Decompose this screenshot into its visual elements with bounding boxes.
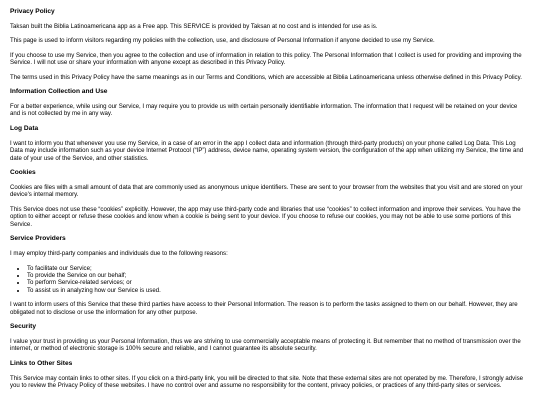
list-item: • To provide the Service on our behalf; [27, 272, 528, 279]
service-providers-paragraph: I want to inform users of this Service that these third parties have access to their Personal Information. The reason is to perform the tasks assigned to them on our behalf. However, they are obligated not to disclose or use the information for any other purpose. [10, 301, 518, 316]
service-providers-intro: I may employ third-party companies and individuals due to the following reasons: [10, 250, 228, 258]
collection-paragraph: For a better experience, while using our Service, I may require you to provide us with certain personally identifiable information. The information that I request will be retained on your device and is not collected by me in any way. [10, 103, 518, 118]
security-paragraph: I value your trust in providing us your Personal Information, thus we are striving to use commercially acceptable means of protecting it. But remember that no method of transmission over the internet, or method of electronic storage is 100% secure and reliable, and I cannot guarantee its absolute security. [10, 337, 521, 353]
list-item: • To perform Service-related services; or [27, 279, 528, 286]
list-item: • To assist us in analyzing how our Service is used. [27, 287, 528, 294]
log-data-heading: Log Data [10, 124, 39, 132]
links-heading: Links to Other Sites [10, 359, 73, 367]
purpose-paragraph: This page is used to inform visitors regarding my policies with the collection, use, and disclosure of Personal Information if anyone decided to use my Service. [10, 37, 435, 45]
log-data-paragraph: I want to inform you that whenever you use my Service, in a case of an error in the app I collect data and information (through third-party products) on your phone called Log Data. This Log Data may include information such as your device Internet Protocol (“IP”) address, device name, operating system version, the configuration of the app when utilizing my Service, the time and date of your use of the Service, and other statistics. [10, 139, 524, 162]
cookies-heading: Cookies [10, 169, 36, 177]
service-providers-heading: Service Providers [10, 235, 66, 243]
cookies-paragraph-1: Cookies are files with a small amount of data that are commonly used as anonymous unique identifiers. These are sent to your browser from the websites that you visit and are stored on your device's internal memory. [10, 184, 523, 199]
list-item: • To facilitate our Service; [27, 265, 528, 272]
links-paragraph: This Service may contain links to other sites. If you click on a third-party link, you will be directed to that site. Note that these external sites are not operated by me. Therefore, I strongly advise you to review the Privacy Policy of these websites. I have no control over and assume no responsibility for the content, privacy policies, or practices of any third-party sites or services. [10, 374, 524, 390]
collection-heading: Information Collection and Use [10, 88, 108, 96]
security-heading: Security [10, 322, 37, 330]
cookies-paragraph-2: This Service does not use these “cookies” explicitly. However, the app may use third-party code and libraries that use “cookies” to collect information and improve their services. You have the option to either accept or refuse these cookies and know when a cookie is being sent to your device. If you choose to refuse our cookies, you may not be able to use some portions of this Service. [10, 205, 521, 228]
page-title: Privacy Policy [10, 8, 55, 15]
terms-paragraph: The terms used in this Privacy Policy have the same meanings as in our Terms and Conditions, which are accessible at Biblia Latinoamericana unless otherwise defined in this Privacy Policy. [10, 73, 522, 81]
service-providers-list [10, 265, 528, 295]
intro-paragraph: Taksan built the Biblia Latinoamericana app as a Free app. This SERVICE is provided by Taksan at no cost and is intended for use as is. [10, 23, 378, 30]
consent-paragraph: If you choose to use my Service, then you agree to the collection and use of information in relation to this policy. The Personal Information that I collect is used for providing and improving the Service. I will not use or share your information with anyone except as described in this Privacy Policy. [10, 51, 522, 67]
